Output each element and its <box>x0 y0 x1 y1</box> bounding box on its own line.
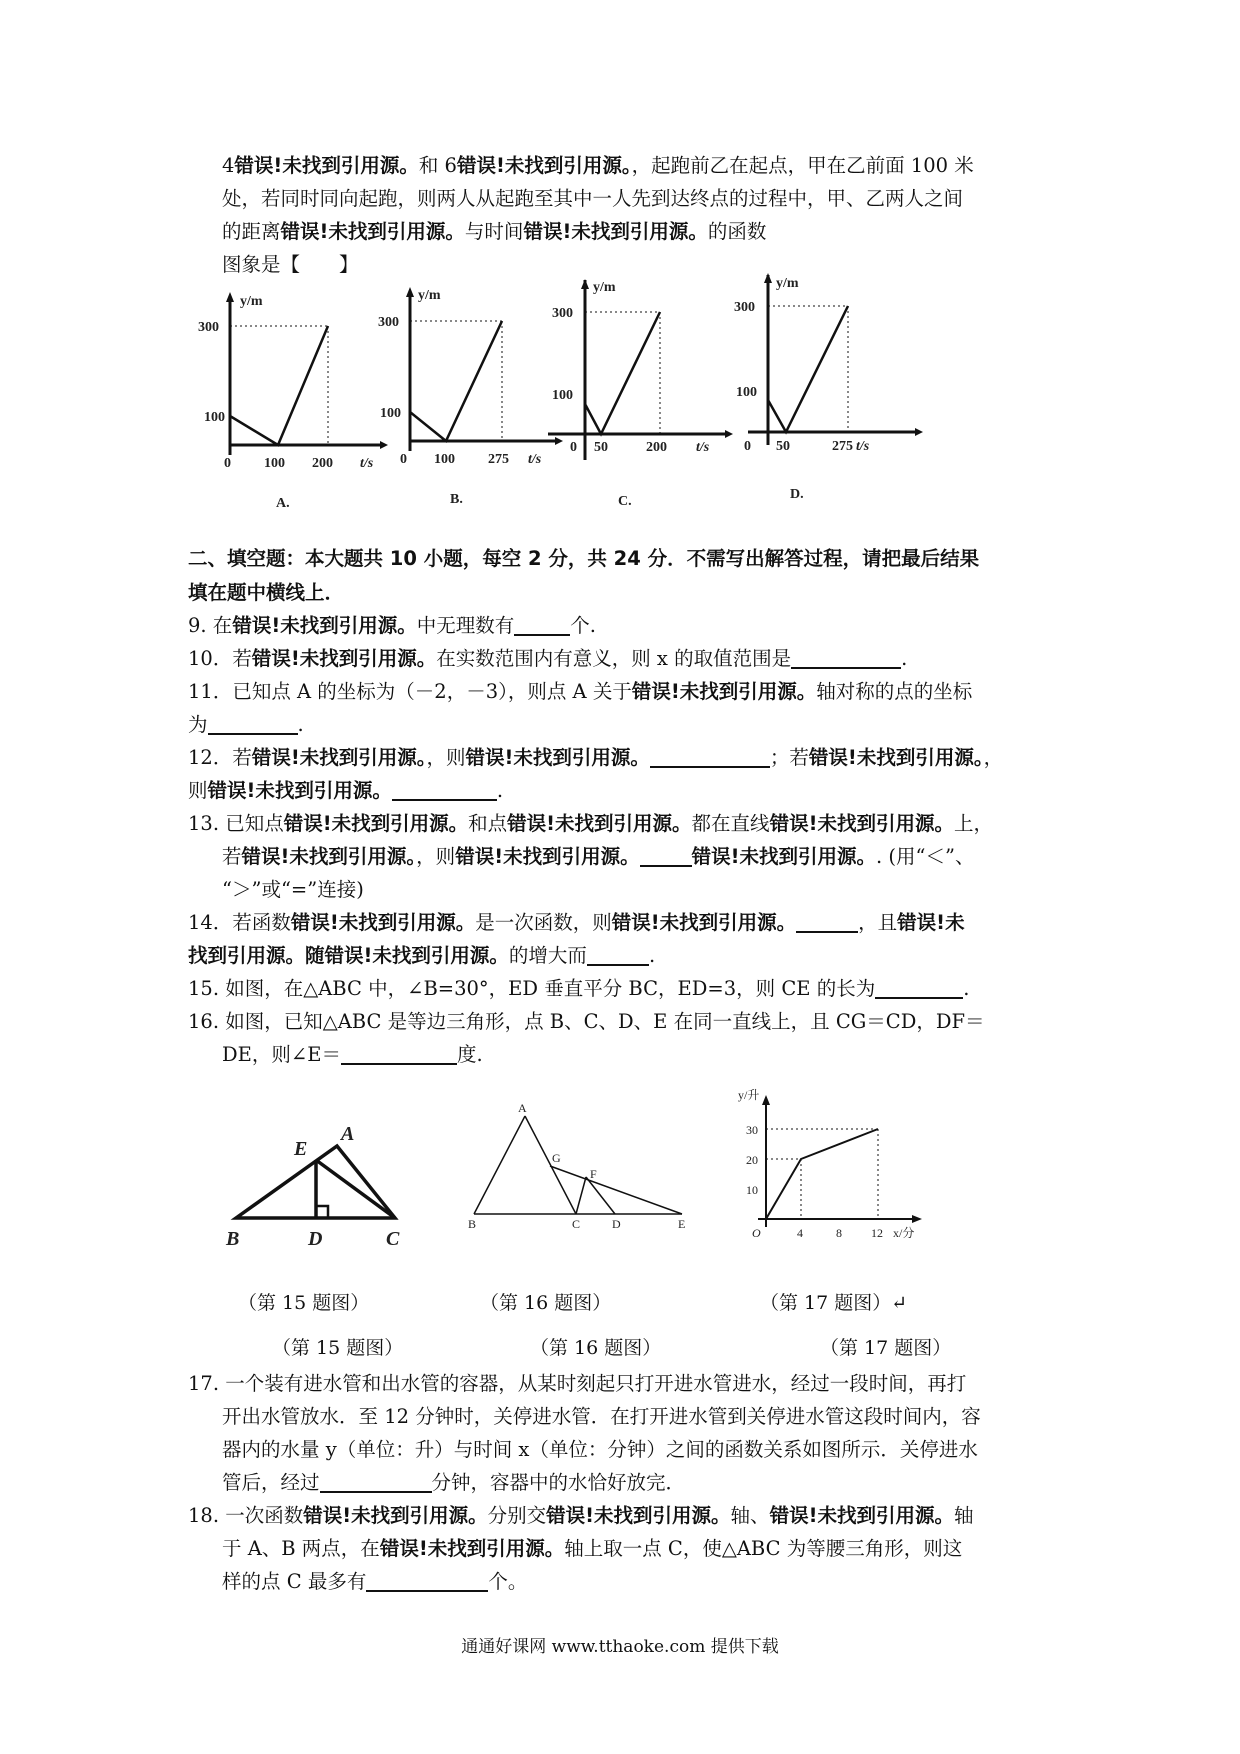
fig17-water-line <box>766 1129 878 1219</box>
page-footer: 通通好课网 www.tthaoke.com 提供下载 <box>461 1637 779 1657</box>
graph-b <box>378 287 563 507</box>
label-a: A <box>341 1123 355 1145</box>
label-e: E <box>294 1138 308 1160</box>
graph-a-letter: A. <box>276 496 290 511</box>
fig17-xtick-4: 4 <box>797 1226 803 1240</box>
question-17: 17. 一个装有进水管和出水管的容器，从某时刻起只打开进水管进水，经过一段时间，再打 <box>188 1372 967 1395</box>
graph-c-xtick-200: 200 <box>646 440 667 455</box>
section-2-heading-line-1: 二、填空题：本大题共 10 小题，每空 2 分，共 24 分．不需写出解答过程，请把最后结果 <box>188 547 980 570</box>
graph-a-ytick-300: 300 <box>198 320 219 335</box>
graph-c-origin: 0 <box>570 440 577 455</box>
fig17-ytick-10: 10 <box>746 1183 758 1197</box>
graph-c <box>548 279 733 509</box>
graph-c-xtick-50: 50 <box>594 440 608 455</box>
answer-blank[interactable] <box>341 1041 457 1065</box>
question-10: 10．若错误!未找到引用源。在实数范围内有意义，则 x 的取值范围是 . <box>188 647 908 670</box>
figure-17 <box>738 1085 938 1245</box>
graph-b-ytick-100: 100 <box>380 406 401 421</box>
question-11: 11．已知点 A 的坐标为（－2，－3），则点 A 关于错误!未找到引用源。轴对称的点的坐标 <box>188 680 973 703</box>
label-g: G <box>552 1151 561 1165</box>
label-e: E <box>678 1217 686 1231</box>
answer-blank[interactable] <box>650 744 770 768</box>
answer-blank[interactable] <box>640 843 692 867</box>
graph-a-line <box>230 326 328 445</box>
graph-c-ylabel: y/m <box>593 280 616 295</box>
fig17-ytick-20: 20 <box>746 1153 758 1167</box>
question-13-line-3: “＞”或“=”连接) <box>222 878 364 901</box>
answer-blank[interactable] <box>392 777 497 801</box>
question-12-line-2: 则错误!未找到引用源。 . <box>188 779 504 802</box>
graph-b-xtick-100: 100 <box>434 452 455 467</box>
graph-b-xtick-275: 275 <box>488 452 509 467</box>
graph-d-letter: D. <box>790 487 804 502</box>
fig17-caption-inner: （第 17 题图）↵ <box>760 1292 908 1314</box>
graph-b-xlabel: t/s <box>528 452 542 467</box>
answer-blank[interactable] <box>320 1469 432 1493</box>
answer-blank[interactable] <box>587 942 649 966</box>
graph-c-letter: C. <box>618 494 632 509</box>
answer-blank[interactable] <box>791 645 901 669</box>
question-9: 9. 在错误!未找到引用源。中无理数有 个. <box>188 614 596 637</box>
answer-blank[interactable] <box>514 612 570 636</box>
graph-c-line <box>585 312 660 434</box>
label-d: D <box>612 1217 621 1231</box>
graph-a-origin: 0 <box>224 456 231 471</box>
label-c: C <box>386 1228 400 1250</box>
graph-b-line <box>410 321 502 441</box>
graph-d-ylabel: y/m <box>776 276 799 291</box>
graph-d-ytick-300: 300 <box>734 300 755 315</box>
graph-c-ytick-100: 100 <box>552 388 573 403</box>
label-b: B <box>468 1217 477 1231</box>
question-18: 18. 一次函数错误!未找到引用源。分别交错误!未找到引用源。轴、错误!未找到引用源。轴 <box>188 1504 974 1527</box>
question-15: 15. 如图，在△ABC 中，∠B=30°，ED 垂直平分 BC，ED=3，则 CE 的长为 . <box>188 977 970 1000</box>
question-16: 16. 如图，已知△ABC 是等边三角形，点 B、C、D、E 在同一直线上，且 CG＝CD，DF＝ <box>188 1010 985 1033</box>
graph-d-xtick-275: 275 <box>832 439 853 454</box>
graph-a-xtick-100: 100 <box>264 456 285 471</box>
label-b: B <box>226 1228 240 1250</box>
fig17-ylabel: y/升 <box>738 1088 760 1102</box>
fig16-caption: （第 16 题图） <box>530 1337 662 1359</box>
question-11-line-2: 为 . <box>188 713 304 736</box>
graph-d <box>734 273 923 502</box>
section-2-heading-line-2: 填在题中横线上． <box>188 581 345 604</box>
graph-b-ytick-300: 300 <box>378 315 399 330</box>
question-14: 14．若函数错误!未找到引用源。是一次函数，则错误!未找到引用源。 ，且错误!未 <box>188 911 965 934</box>
question-17-line-4: 管后，经过 分钟，容器中的水恰好放完． <box>222 1471 686 1494</box>
graph-a-xlabel: t/s <box>360 456 374 471</box>
fig17-xlabel: x/分 <box>893 1226 915 1240</box>
question-13: 13. 已知点错误!未找到引用源。和点错误!未找到引用源。都在直线错误!未找到引用源。上， <box>188 812 993 835</box>
graph-d-ytick-100: 100 <box>736 385 757 400</box>
graph-b-ylabel: y/m <box>418 288 441 303</box>
q8-graphs <box>190 276 1050 525</box>
q8-line-4: 图象是【 】 <box>222 253 359 276</box>
answer-blank[interactable] <box>875 975 963 999</box>
fig15-caption: （第 15 题图） <box>272 1337 404 1359</box>
figure-16 <box>460 1100 700 1230</box>
graph-b-letter: B. <box>450 492 463 507</box>
graph-d-xtick-50: 50 <box>776 439 790 454</box>
answer-blank[interactable] <box>796 909 858 933</box>
figure-15 <box>218 1110 418 1250</box>
question-12: 12．若错误!未找到引用源。，则错误!未找到引用源。 ；若错误!未找到引用源。， <box>188 746 1004 769</box>
label-f: F <box>590 1167 597 1181</box>
q8-line-1: 4错误!未找到引用源。和 6错误!未找到引用源。，起跑前乙在起点，甲在乙前面 100 米 <box>222 154 974 177</box>
answer-blank[interactable] <box>366 1568 488 1592</box>
question-17-line-3: 器内的水量 y（单位：升）与时间 x（单位：分钟）之间的函数关系如图所示．关停进水 <box>222 1438 978 1461</box>
graph-a <box>198 292 388 511</box>
question-13-line-2: 若错误!未找到引用源。，则错误!未找到引用源。 错误!未找到引用源。. (用“＜”、 <box>222 845 975 868</box>
graph-c-xlabel: t/s <box>696 440 710 455</box>
graph-d-line <box>768 306 848 432</box>
graph-d-origin: 0 <box>744 439 751 454</box>
fig17-ytick-30: 30 <box>746 1123 758 1137</box>
right-angle-mark <box>316 1206 328 1218</box>
question-18-line-3: 样的点 C 最多有 个。 <box>222 1570 528 1593</box>
graph-b-origin: 0 <box>400 452 407 467</box>
fig17-xtick-8: 8 <box>836 1226 842 1240</box>
q8-line-2: 处，若同时同向起跑，则两人从起跑至其中一人先到达终点的过程中，甲、乙两人之间 <box>222 187 964 210</box>
fig17-xtick-12: 12 <box>871 1226 883 1240</box>
graph-a-ylabel: y/m <box>240 294 263 309</box>
fig17-origin: O <box>752 1226 761 1240</box>
label-c: C <box>572 1217 581 1231</box>
fig15-caption-inner: （第 15 题图） <box>238 1292 370 1314</box>
label-d: D <box>308 1228 323 1250</box>
question-17-line-2: 开出水管放水．至 12 分钟时，关停进水管．在打开进水管到关停进水管这段时间内，容 <box>222 1405 981 1428</box>
graph-a-ytick-100: 100 <box>204 410 225 425</box>
graph-d-xlabel: t/s <box>856 439 870 454</box>
fig17-caption: （第 17 题图） <box>820 1337 952 1359</box>
fig16-caption-inner: （第 16 题图） <box>480 1292 612 1314</box>
q8-line-3: 的距离错误!未找到引用源。与时间错误!未找到引用源。的函数 <box>222 220 767 243</box>
graph-a-xtick-200: 200 <box>312 456 333 471</box>
question-16-line-2: DE，则∠E＝ 度. <box>222 1043 483 1066</box>
question-14-line-2: 找到引用源。随错误!未找到引用源。的增大而 . <box>188 944 656 967</box>
graph-c-ytick-300: 300 <box>552 306 573 321</box>
question-18-line-2: 于 A、B 两点，在错误!未找到引用源。轴上取一点 C，使△ABC 为等腰三角形，则这 <box>222 1537 963 1560</box>
answer-blank[interactable] <box>208 711 298 735</box>
label-a: A <box>518 1101 527 1115</box>
